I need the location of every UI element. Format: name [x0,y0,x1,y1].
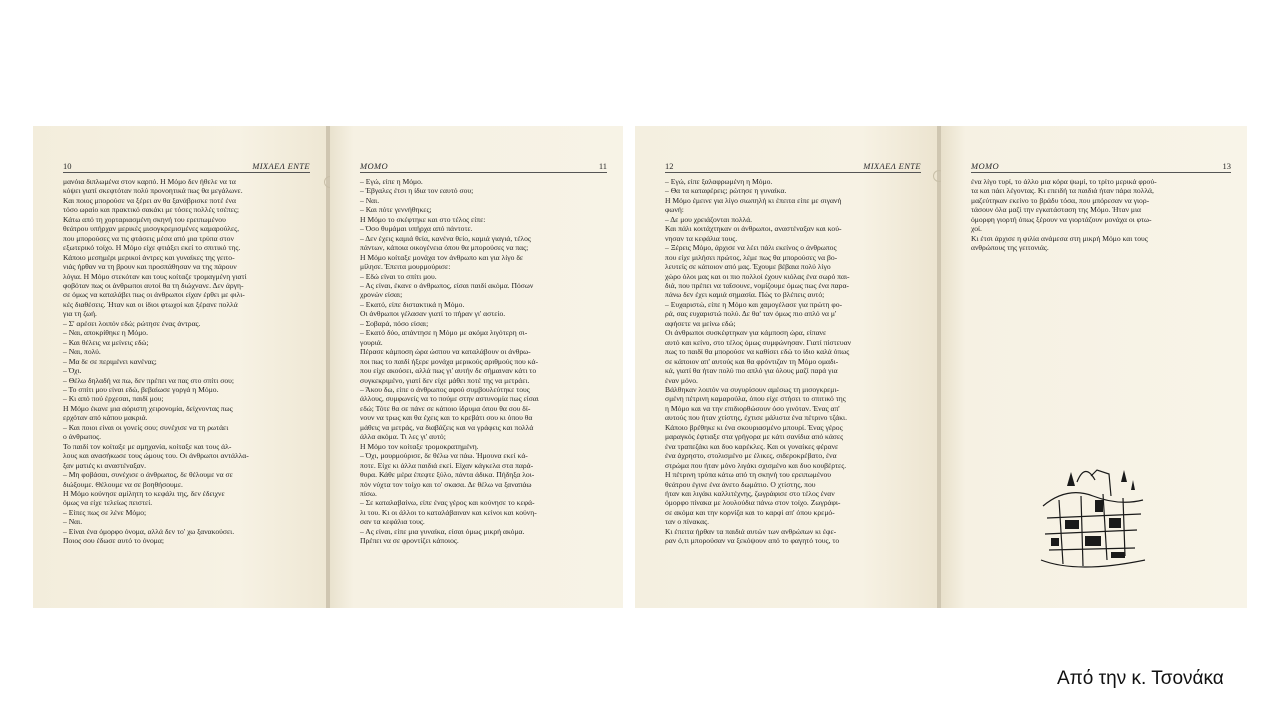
text-line: Κι έπειτα ήρθαν τα παιδιά αυτών των ανθρώπων κι έφε- [665,526,837,536]
header-rule [971,172,1231,173]
text-line: χρονών είσαι; [360,290,403,300]
text-line: – Όσο θυμάμαι υπήρχα από πάντοτε. [360,224,473,234]
text-line: – Και θέλεις να μείνεις εδώ; [63,337,149,347]
text-line: φωνή: [665,205,684,215]
text-line: πως το παιδί θα μπορούσε να καθίσει εδώ το ίδιο καλά όπως [665,347,850,357]
text-line: Οι άνθρωποι γέλασαν γιατί το πήραν γι' αστείο. [360,309,506,319]
running-title: ΜΙΧΑΕΛ ΕΝΤΕ [252,161,310,171]
text-line: λους και ανασήκωσε τους ώμους του. Οι άνθρωποι αντάλλα- [63,451,249,461]
page-13 [941,126,1247,608]
text-line: Και ποιος μπορούσε να ξέρει αν θα ξανάβρισκε ποτέ ένα [63,195,236,205]
text-line: – Ναι, πολύ. [63,347,101,357]
text-line: σε κάποιον απ' αυτούς και θα φρόντιζαν τη Μόμο ομαδι- [665,356,839,366]
text-line: διά, που πρέπει να ταΐσουνε, νομίζουμε όμως πως ένα παρα- [665,280,849,290]
page-text [63,177,312,546]
text-line: Η πέτρινη τρύπα κάτω από τη σκηνή του ερειπωμένου [665,470,832,480]
text-line: – Ας είναι, είπε μια γυναίκα, είσαι όμως μικρή ακόμα. [360,526,525,536]
text-line: πάνω δεν έχει καμιά σημασία. Πώς το βλέπεις αυτό; [665,290,825,300]
text-line: – Σε καταλαβαίνω, είπε ένας γέρος και κούνησε το κεφά- [360,498,535,508]
text-line: σε όμως να καταλάβει πως οι άνθρωποι είχαν έρθει με φιλι- [63,290,245,300]
page-12 [635,126,937,608]
text-line: ποι πως το παιδί ήξερε μονάχα μερικούς αριθμούς που κά- [360,356,538,366]
text-line: διώξουμε. Θέλουμε να σε βοηθήσουμε. [63,479,183,489]
text-line: η Μόμο και να την επιδιορθώσουν όσο γινόταν. Ένας απ' [665,403,840,413]
page-text [360,177,609,546]
text-line: γουριά. [360,337,383,347]
text-line: Κάποιο βρέθηκε κι ένα σκουριασμένο μπουρί. Ένας γέρος [665,422,843,432]
text-line: λι του. Κι οι άλλοι το καταλάβαιναν και κείνοι και κούνη- [360,507,537,517]
text-line: ραν ό,τι μπορούσαν να ξεκόψουν από το φαγητό τους, το [665,536,840,546]
text-line: συγκεκριμένο, γιατί δεν είχε μάθει ποτέ της να μετράει. [360,375,530,385]
text-line: όμορφη γιορτή όπως ξέρουν να γιορτάζουν μονάχα οι φτω- [971,214,1152,224]
text-line: – Όχι. [63,366,82,376]
book-spread-left [33,126,623,608]
text-line: – Σοβαρά, πόσο είσαι; [360,318,429,328]
caption: Από την κ. Τσονάκα [1057,668,1224,689]
text-line: αφήσετε να μείνω εδώ; [665,318,736,328]
text-line: – Και ποιοι είναι οι γονείς σου; συνέχισε να τη ρωτάει [63,422,229,432]
text-line: ξαν ματιές κι αναστέναξαν. [63,460,146,470]
running-title: ΜΟΜΟ [971,161,1000,171]
text-line: – Δε μου χρειάζονται πολλά. [665,214,753,224]
text-line: που είχε μιλήσει πρώτος, λέμε πως θα μπορούσες να βο- [665,252,838,262]
text-line: μίλησε. Έπειτα μουρμούρισε: [360,262,451,272]
text-line: – Ναι. [360,195,380,205]
text-line: νησαν τα κεφάλια τους. [665,233,738,243]
text-line: ένα άχρηστο, στολισμένο με έλικες, σιδεροκρέβατο, ένα [665,451,837,461]
text-line: που είχε ακούσει, αλλά πως γι' αυτήν δε σήμαιναν κάτι το [360,366,537,376]
text-line: Η Μόμο έμεινε για λίγο σιωπηλή κι έπειτα είπε με σιγανή [665,195,842,205]
text-line: – Κι από πού έρχεσαι, παιδί μου; [63,394,164,404]
text-line: στρώμα που ήταν μόνο λιγάκι σχισμένο και δυο κουβέρτες. [665,460,847,470]
text-line: – Είπες πως σε λένε Μόμο; [63,507,147,517]
header-rule [63,172,310,173]
page-10 [33,126,326,608]
running-head [971,161,1231,173]
text-line: πόν νύχτα τον τοίχο και το' σκασα. Δε θέλω να ξαναπάω [360,479,532,489]
header-rule [665,172,921,173]
text-line: Κάτω από τη χορταριασμένη σκηνή του ερειπωμένου [63,214,226,224]
text-line: που μπορούσες να τις φτάσεις μέσα από μια τρύπα στον [63,233,234,243]
text-line: ο άνθρωπος. [63,432,102,442]
text-line: κές διαθέσεις. Ήταν και οι ίδιοι φτωχοί και ξέρανε πολλά [63,299,238,309]
text-line: Κι έτσι άρχισε η φιλία ανάμεσα στη μικρή Μόμο και τους [971,233,1148,243]
text-line: λευτείς σε κάποιον από μας. Έχουμε βέβαια πολύ λίγο [665,262,831,272]
running-head [360,161,607,173]
text-line: ήταν και λιγάκι καλλιτέχνης, ζωγράφισε στο τέλος έναν [665,488,835,498]
text-line: ανθρώπους της γειτονιάς. [971,243,1049,253]
text-line: όμορφο πίνακα με λουλούδια πάνω στον τοίχο. Ζωγράφι- [665,498,841,508]
text-line: όμως να είχε τελείως πειστεί. [63,498,153,508]
text-line: Βάλθηκαν λοιπόν να συγυρίσουν αμέσως τη μισογκρεμι- [665,384,839,394]
text-line: λόγια. Η Μόμο στεκόταν και τους κοίταζε τρομαγμένη γιατί [63,271,247,281]
text-line: θεάτρου έγινε ένα άνετο δωμάτιο. Ο χτίστης, που [665,479,816,489]
page-11 [330,126,623,608]
text-line: – Εγώ, είπε η Μόμο. [360,177,423,186]
running-head [665,161,921,173]
text-line: Το παιδί τον κοίταξε με αμηχανία, κοίταξε και τους άλ- [63,441,232,451]
text-line: Κάποιο μεσημέρι μερικοί άντρες και γυναίκες της γειτο- [63,252,235,262]
page-number: 11 [598,161,607,171]
text-line: – Εκατό, είπε διστακτικά η Μόμο. [360,299,465,309]
text-line: – Είναι ένα όμορφο όνομα, αλλά δεν το' χω ξανακούσει. [63,526,235,536]
text-line: Πρέπει να σε φροντίζει κάποιος. [360,536,459,546]
text-line: – Ξέρεις Μόμο, άρχισε να λέει πάλι εκείνος ο άνθρωπος [665,243,837,253]
text-line: – Μη φοβάσαι, συνέχισε ο άνθρωπος, δε θέλουμε να σε [63,470,233,480]
running-head [63,161,310,173]
text-line: μανόια διπλωμένα στον καρπό. Η Μόμο δεν ήθελε να τα [63,177,236,186]
text-line: φοβόταν πως οι άνθρωποι αυτοί θα τη διώχνανε. Δεν άργη- [63,280,244,290]
text-line: αυτούς που ήταν χτίστης, έχτισε μάλιστα ένα πέτρινο τζάκι. [665,413,848,423]
text-line: χοί. [971,224,982,234]
woodcut-illustration-icon [1037,456,1149,572]
text-line: – Εκατό δύο, απάντησε η Μόμο με ακόμα λιγότερη σι- [360,328,528,338]
text-line: εδώ; Τότε θα σε πάνε σε κάποιο ίδρυμα όπου θα σου δί- [360,403,531,413]
running-title: ΜΙΧΑΕΛ ΕΝΤΕ [863,161,921,171]
text-line: – Ναι, αποκρίθηκε η Μόμο. [63,328,148,338]
text-line: – Όχι, μουρμούρισε, δε θέλω να πάω. Ήμουνα εκεί κά- [360,451,528,461]
text-line: για τη ζωή. [63,309,97,319]
text-line: Η Μόμο έκανε μια αόριστη χειρονομία, δείχνοντας πως [63,403,233,413]
book-spread-right [635,126,1247,608]
page-number: 12 [665,161,674,171]
text-line: πάντων, κάποια οικογένεια όπου θα μπορούσες να πας; [360,243,529,253]
text-line: ποτε. Είχε κι άλλα παιδιά εκεί. Είχαν κάγκελα στα παρά- [360,460,534,470]
text-line: τόσο ωραίο και πρακτικό σακάκι με τόσες πολλές τσέπες; [63,205,240,215]
text-line: σε ακόμα και την κορνίζα και το καρφί απ' όπου κρεμό- [665,507,835,517]
text-line: άλλους, συμφωνείς να το πούμε στην αστυνομία πως είσαι [360,394,539,404]
text-line: νιάς ήρθαν να τη βρουν και προσπάθησαν να της πάρουν [63,262,237,272]
text-line: τάσουν όλα μαζί την εγκατάσταση της Μόμο. Ήταν μια [971,205,1141,215]
text-line: θυρα. Κάθε μέρα έπεφτε ξύλο, πάντα άδικα. Πήδηξα λοι- [360,470,535,480]
page-text [971,177,1233,253]
page-number: 13 [1222,161,1231,171]
text-line: εξωτερικό τοίχο. Η Μόμο είχε φτιάξει εκεί το σπιτικό της. [63,243,241,253]
text-line: Η Μόμο τον κοίταξε τρομοκρατημένη. [360,441,479,451]
running-title: ΜΟΜΟ [360,161,389,171]
text-line: – Ας είναι, έκανε ο άνθρωπος, είσαι παιδί ακόμα. Πόσων [360,280,534,290]
text-line: αυτό και κείνο, στο τέλος όμως συμφώνησαν. Γιατί πίστευαν [665,337,852,347]
text-line: – Σ' αρέσει λοιπόν εδώ; ρώτησε ένας άντρας. [63,318,201,328]
page-number: 10 [63,161,72,171]
text-line: – Θέλω δηλαδή να πω, δεν πρέπει να πας στο σπίτι σου; [63,375,235,385]
text-line: μάθεις να μετράς, να διαβάζεις και να γράφεις και πολλά [360,422,534,432]
text-line: νουν να τρως και θα έχεις και το κρεβάτι σου κι όπου θα [360,413,533,423]
text-line: πίσω. [360,488,377,498]
text-line: μαζεύτηκαν εκείνο το βράδυ τόσα, που μπόρεσαν να γιορ- [971,195,1150,205]
text-line: – Το σπίτι μου είναι εδώ, βεβαίωσε γοργά η Μόμο. [63,384,219,394]
header-rule [360,172,607,173]
text-line: – Δεν έχεις καμιά θεία, κανένα θείο, καμιά γιαγιά, τέλος [360,233,531,243]
text-line: Η Μόμο το σκέφτηκε και στο τέλος είπε: [360,214,486,224]
text-line: τα και πάει λέγοντας. Κι επειδή τα παιδιά ήταν πάρα πολλά, [971,186,1154,196]
text-line: θεάτρου υπήρχαν μερικές μισογκρεμισμένες καμαρούλες, [63,224,240,234]
page-text [665,177,923,546]
text-line: μαραγκός έφτιαξε στα γρήγορα με κάτι σανίδια από κάσες [665,432,844,442]
text-line: Οι άνθρωποι συσκέφτηκαν για κάμποση ώρα, είπανε [665,328,827,338]
text-line: Πέρασε κάμποση ώρα ώσπου να καταλάβουν οι άνθρω- [360,347,531,357]
text-line: Και πάλι κοιτάχτηκαν οι άνθρωποι, αναστέναξαν και κού- [665,224,842,234]
text-line: κόψει γιατί σκεφτόταν πολύ προνοητικά πως θα μεγάλωνε. [63,186,243,196]
text-line: – Ευχαριστώ, είπε η Μόμο και χαμογέλασε για πρώτη φο- [665,299,843,309]
text-line: ρά, σας ευχαριστώ πολύ. Δε θα' ταν όμως πιο απλό να μ' [665,309,837,319]
text-line: – Εδώ είναι το σπίτι μου. [360,271,437,281]
text-line: – Ναι. [63,517,83,527]
text-line: σμένη πέτρινη καμαρούλα, όπου είχε στήσει το σπιτικό της [665,394,846,404]
text-line: χώρο όλοι μας και οι πιο πολλοί έχουν κιόλας ένα σωρό παι- [665,271,850,281]
text-line: – Άκου δω, είπε ο άνθρωπος αφού συμβουλεύτηκε τους [360,384,530,394]
text-line: – Έβγαλες έτσι η ίδια τον εαυτό σου; [360,186,474,196]
text-line: – Θα τα καταφέρεις; ρώτησε η γυναίκα. [665,186,787,196]
text-line: κά, γιατί θα ήταν πολύ πιο απλό για όλους μαζί παρά για [665,366,838,376]
text-line: έναν μόνο. [665,375,698,385]
text-line: σαν τα κεφάλια τους. [360,517,425,527]
text-line: Η Μόμο κοίταξε μονάχα τον άνθρωπο και για λίγο δε [360,252,524,262]
text-line: ερχόταν από κάπου μακριά. [63,413,148,423]
text-line: Η Μόμο κούνησε αμίλητη το κεφάλι της, δεν έδειχνε [63,488,225,498]
text-line: ένα λίγο τυρί, το άλλο μια κόρα ψωμί, το τρίτο μερικά φρού- [971,177,1157,186]
text-line: άλλα ακόμα. Τι λες γι' αυτό; [360,432,446,442]
text-line: Ποιος σου έδωσε αυτό το όνομα; [63,536,164,546]
text-line: – Εγώ, είπε ξαλαφρωμένη η Μόμο. [665,177,773,186]
text-line: ένα τραπεζάκι και δυο καρέκλες. Και οι γυναίκες φέρανε [665,441,839,451]
text-line: – Και πότε γεννήθηκες; [360,205,432,215]
text-line: ταν ο πίνακας. [665,517,709,527]
text-line: – Μα δε σε περιμένει κανένας; [63,356,157,366]
